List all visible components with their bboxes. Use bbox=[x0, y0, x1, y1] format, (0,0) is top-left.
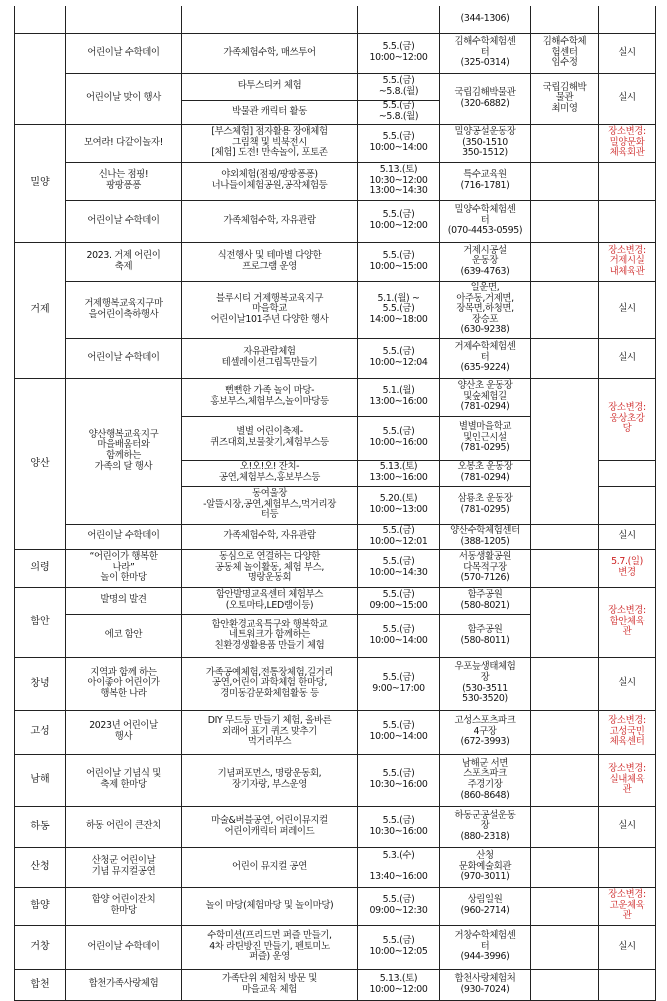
note-cell bbox=[599, 486, 656, 524]
datetime-cell: 5.5.(금) 10:00~15:00 bbox=[358, 242, 440, 281]
content-cell: 가족체험수학, 자유관람 bbox=[182, 200, 358, 242]
table-row bbox=[15, 657, 656, 710]
content-cell: 가족체험수학, 자유관람 bbox=[182, 524, 358, 549]
event-name-cell: 지역과 함께 하는 아이좋아 어린이가 행복한 나라 bbox=[66, 657, 182, 710]
event-name-cell: 하동 어린이 큰잔치 bbox=[66, 806, 182, 847]
region-cell bbox=[15, 6, 66, 33]
datetime-cell: 5.5.(금) 10:00~14:00 bbox=[358, 124, 440, 162]
content-cell: 동심으로 연결하는 다양한 공동체 놀이활동, 체험 부스, 명랑운동회 bbox=[182, 549, 358, 587]
datetime-cell: 5.13.(토) 13:00~16:00 bbox=[358, 460, 440, 486]
region-cell: 함안 bbox=[15, 587, 66, 657]
table-row bbox=[15, 754, 656, 806]
event-name-cell: 양산행복교육지구 마을배움터와 함께하는 가족의 달 행사 bbox=[66, 378, 182, 524]
table-row bbox=[15, 847, 656, 887]
datetime-cell: 5.5.(금) 10:00~14:00 bbox=[358, 710, 440, 754]
note-cell: 장소변경: 거제시실 내체육관 bbox=[599, 242, 656, 281]
host-cell bbox=[531, 200, 599, 242]
content-cell: 어린이 뮤지컬 공연 bbox=[182, 847, 358, 887]
venue-cell: 합천사랑체험처 (930-7024) bbox=[440, 969, 531, 1000]
event-name-cell: 모여라! 다같이놀자! bbox=[66, 124, 182, 162]
venue-cell: 오봉초 운동장 (781-0294) bbox=[440, 460, 531, 486]
event-name-cell: 어린이날 맞이 행사 bbox=[66, 73, 182, 124]
note-cell: 장소변경: 고운체육 관 bbox=[599, 887, 656, 925]
note-cell: 실시 bbox=[599, 806, 656, 847]
host-cell bbox=[531, 6, 599, 33]
region-cell: 밀양 bbox=[15, 124, 66, 242]
datetime-cell: 5.5.(금) 10:00~12:00 bbox=[358, 200, 440, 242]
table-row bbox=[15, 806, 656, 847]
table-row bbox=[15, 281, 656, 338]
event-name-cell: 어린이날 수학데이 bbox=[66, 338, 182, 378]
venue-cell: 산청 문화예술회관 (970-3011) bbox=[440, 847, 531, 887]
region-cell: 창녕 bbox=[15, 657, 66, 710]
datetime-cell: 5.5.(금) 9:00~17:00 bbox=[358, 657, 440, 710]
venue-cell: 고성스포츠파크 4구장 (672-3993) bbox=[440, 710, 531, 754]
region-cell: 양산 bbox=[15, 378, 66, 549]
host-cell bbox=[531, 754, 599, 806]
host-cell: 국립김해박 물관 최미영 bbox=[531, 73, 599, 124]
region-cell: 거제 bbox=[15, 242, 66, 378]
event-name-cell: 산청군 어린이날 기념 뮤지컬공연 bbox=[66, 847, 182, 887]
datetime-cell: 5.1.(월) ~ 5.5.(금) 14:00~18:00 bbox=[358, 281, 440, 338]
host-cell bbox=[531, 710, 599, 754]
event-name-cell: 어린이날 수학데이 bbox=[66, 925, 182, 969]
content-cell: 타투스티커 체험 bbox=[182, 73, 358, 100]
event-name-cell: 2023. 거제 어린이 축제 bbox=[66, 242, 182, 281]
venue-cell bbox=[440, 6, 531, 33]
venue-cell: 밀양공설운동장 (350-1510 350-1512) bbox=[440, 124, 531, 162]
venue-cell: 김해수학체험센 터 (325-0314) bbox=[440, 33, 531, 73]
table-row bbox=[15, 969, 656, 1000]
note-cell: 실시 bbox=[599, 524, 656, 549]
content-cell bbox=[182, 6, 358, 33]
venue-cell: 거제수학체험센 터 (635-9224) bbox=[440, 338, 531, 378]
datetime-cell: 5.5.(금) ~5.8.(월) bbox=[358, 100, 440, 124]
datetime-cell: 5.5.(금) 10:00~12:04 bbox=[358, 338, 440, 378]
host-cell bbox=[531, 162, 599, 200]
venue-cell: 양산초 운동장 및숲체험길 (781-0294) bbox=[440, 378, 531, 416]
datetime-cell: 5.5.(금) 10:00~14:30 bbox=[358, 549, 440, 587]
note-cell bbox=[599, 162, 656, 200]
datetime-cell: 5.5.(금) 09:00~12:30 bbox=[358, 887, 440, 925]
event-table-page bbox=[14, 6, 655, 1001]
host-cell bbox=[531, 338, 599, 378]
venue-cell: 양산수학체험센터 (388-1205) bbox=[440, 524, 531, 549]
datetime-cell: 5.5.(금) 10:00~14:00 bbox=[358, 614, 440, 657]
venue-line: (344-1306) bbox=[460, 12, 510, 24]
content-cell: 오!오!오! 잔치- 공연,체험부스,홍보부스등 bbox=[182, 460, 358, 486]
content-cell: 야외체험(점핑/팡팡퐁퐁) 너나들이체험공원,공작체험등 bbox=[182, 162, 358, 200]
note-cell: 5.7.(일) 변경 bbox=[599, 549, 656, 587]
region-cell: 남해 bbox=[15, 754, 66, 806]
event-name-cell: 에코 함안 bbox=[66, 614, 182, 657]
event-name-cell: 함양 어린이잔치 한마당 bbox=[66, 887, 182, 925]
host-cell bbox=[531, 847, 599, 887]
table-row bbox=[15, 200, 656, 242]
content-cell: 뻔뻔한 가족 놀이 마당- 홍보부스,체험부스,놀이마당등 bbox=[182, 378, 358, 416]
host-cell bbox=[531, 887, 599, 925]
table-row bbox=[15, 6, 656, 33]
host-cell bbox=[531, 969, 599, 1000]
venue-cell: 남해군 서면 스포츠파크 주경기장 (860-8648) bbox=[440, 754, 531, 806]
venue-cell: 거창수학체험센 터 (944-3996) bbox=[440, 925, 531, 969]
content-cell: 가족공예체험,전통장체험,길거리 공연,어린이 과학체험 한마당, 경미동감문화체험활동 등 bbox=[182, 657, 358, 710]
content-cell: 기념퍼포먼스, 명랑운동회, 장기자랑, 부스운영 bbox=[182, 754, 358, 806]
content-cell: DIY 무드등 만들기 체험, 올바른 외래어 표기 퀴즈 맞추기 먹거리부스 bbox=[182, 710, 358, 754]
venue-cell: 일운면, 아주동,거제면, 장목면,하청면, 장승포 (630-9238) bbox=[440, 281, 531, 338]
host-cell bbox=[531, 281, 599, 338]
note-cell bbox=[599, 969, 656, 1000]
venue-cell: 밀양수학체험센 터 (070-4453-0595) bbox=[440, 200, 531, 242]
content-cell: 수학미션(프리드먼 퍼즐 만들기, 4차 라틴방진 만들기, 펜토미노 퍼즐) 운영 bbox=[182, 925, 358, 969]
note-cell bbox=[599, 6, 656, 33]
content-cell: [부스체험] 점자활용 장애체험 그림책 및 빅북전시 [체험] 도전! 만속놀이, 포토존 bbox=[182, 124, 358, 162]
note-cell: 장소변경: 고성국민 체육센터 bbox=[599, 710, 656, 754]
region-cell bbox=[15, 33, 66, 124]
host-cell bbox=[531, 657, 599, 710]
region-cell: 함양 bbox=[15, 887, 66, 925]
table-row bbox=[15, 524, 656, 549]
content-cell: 함안발명교육센터 체험부스 (오토마타,LED램이등) bbox=[182, 587, 358, 614]
note-cell: 장소변경: 밀양문화 체육회관 bbox=[599, 124, 656, 162]
note-cell: 실시 bbox=[599, 33, 656, 73]
content-cell: 자유관람체험 테셀레이션그립톡만들기 bbox=[182, 338, 358, 378]
content-cell: 블루시티 거제행복교육지구 마을학교 어린이날101주년 다양한 행사 bbox=[182, 281, 358, 338]
note-cell bbox=[599, 847, 656, 887]
content-cell: 함안환경교육특구와 행복학교 네트워크가 함께하는 친환경생활용품 만들기 체험 bbox=[182, 614, 358, 657]
content-cell: 식전행사 및 테마별 다양한 프로그램 운영 bbox=[182, 242, 358, 281]
note-cell: 실시 bbox=[599, 281, 656, 338]
host-cell bbox=[531, 124, 599, 162]
region-cell: 고성 bbox=[15, 710, 66, 754]
content-cell: 놀이 마당(체험마당 및 놀이마당) bbox=[182, 887, 358, 925]
note-cell: 실시 bbox=[599, 925, 656, 969]
table-row bbox=[15, 162, 656, 200]
note-cell bbox=[599, 200, 656, 242]
note-cell bbox=[599, 460, 656, 486]
venue-cell: 상림일원 (960-2714) bbox=[440, 887, 531, 925]
event-name-cell: “어린이가 행복한 나라” 놀이 한마당 bbox=[66, 549, 182, 587]
datetime-cell: 5.5.(금) 10:30~16:00 bbox=[358, 754, 440, 806]
table-row bbox=[15, 338, 656, 378]
event-name-cell bbox=[66, 6, 182, 33]
datetime-cell: 5.5.(금) 09:00~15:00 bbox=[358, 587, 440, 614]
content-cell: 별별 어린이축제- 퀴즈대회,보물찾기,체험부스등 bbox=[182, 416, 358, 460]
event-name-cell: 2023년 어린이날 행사 bbox=[66, 710, 182, 754]
venue-cell: 서동생활공원 다목적구장 (570-7126) bbox=[440, 549, 531, 587]
host-cell bbox=[531, 587, 599, 657]
content-cell: 박물관 캐릭터 활동 bbox=[182, 100, 358, 124]
datetime-cell: 5.1.(월) 13:00~16:00 bbox=[358, 378, 440, 416]
venue-cell: 특수교육원 (716-1781) bbox=[440, 162, 531, 200]
table-row bbox=[15, 124, 656, 162]
table-row bbox=[15, 378, 656, 416]
venue-cell: 함주공원 (580-8011) bbox=[440, 614, 531, 657]
event-name-cell: 발명의 발견 bbox=[66, 587, 182, 614]
datetime-cell: 5.5.(금) 10:00~12:00 bbox=[358, 33, 440, 73]
host-cell: 김해수학체 험센터 임수정 bbox=[531, 33, 599, 73]
host-cell bbox=[531, 806, 599, 847]
table-row bbox=[15, 549, 656, 587]
event-name-cell: 신나는 점핑! 팡팡퐁퐁 bbox=[66, 162, 182, 200]
note-cell: 장소변경: 웅상초강 당 bbox=[599, 378, 656, 460]
datetime-cell: 5.13.(토) 10:00~12:00 bbox=[358, 969, 440, 1000]
venue-cell: 별별마을학교 및인근시설 (781-0295) bbox=[440, 416, 531, 460]
datetime-cell: 5.5.(금) 10:00~12:01 bbox=[358, 524, 440, 549]
venue-cell: 거제시공설 운동장 (639-4763) bbox=[440, 242, 531, 281]
table-row bbox=[15, 242, 656, 281]
region-cell: 산청 bbox=[15, 847, 66, 887]
venue-cell: 하동군공설운동 장 (880-2318) bbox=[440, 806, 531, 847]
datetime-cell: 5.13.(토) 10:30~12:00 13:00~14:30 bbox=[358, 162, 440, 200]
host-cell bbox=[531, 242, 599, 281]
host-cell bbox=[531, 524, 599, 549]
event-name-cell: 어린이날 수학데이 bbox=[66, 33, 182, 73]
region-cell: 의령 bbox=[15, 549, 66, 587]
region-cell: 거창 bbox=[15, 925, 66, 969]
event-name-cell: 어린이날 기념식 및 축제 한마당 bbox=[66, 754, 182, 806]
content-cell: 가족체험수학, 매쓰투어 bbox=[182, 33, 358, 73]
table-row bbox=[15, 33, 656, 73]
host-cell bbox=[531, 549, 599, 587]
event-name-cell: 어린이날 수학데이 bbox=[66, 524, 182, 549]
note-cell: 실시 bbox=[599, 338, 656, 378]
table-row bbox=[15, 887, 656, 925]
datetime-cell bbox=[358, 6, 440, 33]
event-name-cell: 어린이날 수학데이 bbox=[66, 200, 182, 242]
venue-cell: 국립김해박물관 (320-6882) bbox=[440, 73, 531, 124]
content-cell: 동여울장 -알뜰시장,공연,체험부스,먹거리장 터등 bbox=[182, 486, 358, 524]
note-cell: 장소변경: 실내체육 관 bbox=[599, 754, 656, 806]
host-cell bbox=[531, 378, 599, 524]
datetime-cell: 5.5.(금) ~5.8.(월) bbox=[358, 73, 440, 100]
table-row bbox=[15, 73, 656, 100]
content-cell: 가족단위 체험처 방문 및 마을교육 체험 bbox=[182, 969, 358, 1000]
datetime-cell: 5.5.(금) 10:00~12:05 bbox=[358, 925, 440, 969]
note-cell: 실시 bbox=[599, 657, 656, 710]
note-cell: 실시 bbox=[599, 73, 656, 124]
event-name-cell: 합천가족사랑체험 bbox=[66, 969, 182, 1000]
venue-cell: 삼룡초 운동장 (781-0295) bbox=[440, 486, 531, 524]
region-cell: 하동 bbox=[15, 806, 66, 847]
event-schedule-table bbox=[14, 6, 656, 1001]
table-row bbox=[15, 710, 656, 754]
event-name-cell: 거제행복교육지구마 을어린이축하행사 bbox=[66, 281, 182, 338]
venue-cell: 함주공원 (580-8021) bbox=[440, 587, 531, 614]
table-row bbox=[15, 587, 656, 614]
datetime-cell: 5.3.(수) 13:40~16:00 bbox=[358, 847, 440, 887]
datetime-cell: 5.5.(금) 10:00~16:00 bbox=[358, 416, 440, 460]
datetime-cell: 5.20.(토) 10:00~13:00 bbox=[358, 486, 440, 524]
venue-cell: 우포늪생태체험 장 (530-3511 530-3520) bbox=[440, 657, 531, 710]
note-cell: 장소변경: 함안체육 관 bbox=[599, 587, 656, 657]
datetime-cell: 5.5.(금) 10:30~16:00 bbox=[358, 806, 440, 847]
region-cell: 합천 bbox=[15, 969, 66, 1000]
content-cell: 마술&버블공연, 어린이뮤지컬 어린이캐릭터 퍼레이드 bbox=[182, 806, 358, 847]
